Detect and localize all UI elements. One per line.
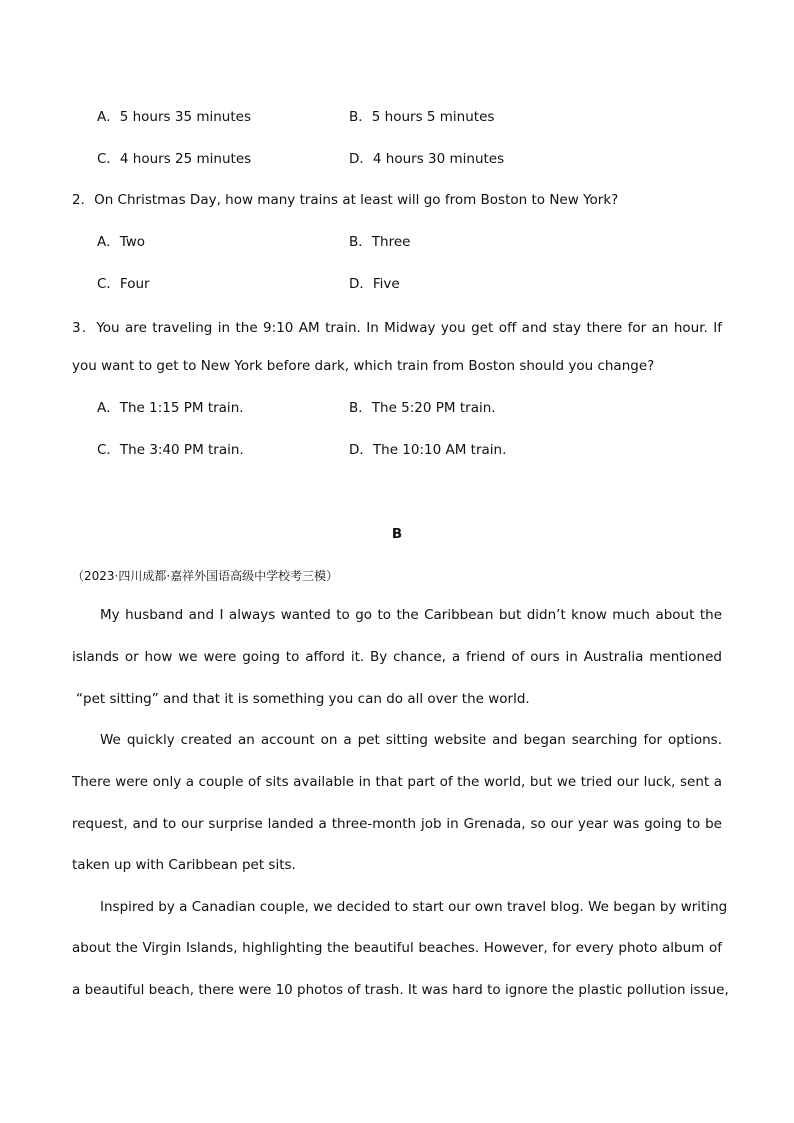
q1-option-b: B．5 hours 5 minutes bbox=[349, 109, 495, 125]
q2-option-b: B．Three bbox=[349, 234, 411, 250]
q3-option-c: C．The 3:40 PM train. bbox=[97, 442, 244, 458]
section-b-source: （2023·四川成都·嘉祥外国语高级中学校考三模） bbox=[72, 569, 339, 583]
q2-stem: 2．On Christmas Day, how many trains at least will go from Boston to New York? bbox=[72, 192, 619, 208]
passage-p2-line4: taken up with Caribbean pet sits. bbox=[72, 857, 296, 873]
passage-p2-line3: request, and to our surprise landed a three-month job in Grenada, so our year was going to be bbox=[72, 816, 722, 832]
passage-p3-line1: Inspired by a Canadian couple, we decided to start our own travel blog. We began by writing bbox=[100, 899, 728, 915]
q2-option-a: A．Two bbox=[97, 234, 146, 250]
passage-p3-line3: a beautiful beach, there were 10 photos of trash. It was hard to ignore the plastic pollution issue, bbox=[72, 982, 729, 998]
q1-option-a: A．5 hours 35 minutes bbox=[97, 109, 251, 125]
passage-p1-line2: islands or how we were going to afford it. By chance, a friend of ours in Australia mentioned bbox=[72, 649, 722, 665]
q1-option-c: C．4 hours 25 minutes bbox=[97, 151, 252, 167]
q2-option-d: D．Five bbox=[349, 276, 400, 292]
section-b-heading: B bbox=[391, 526, 403, 542]
passage-p2-line1: We quickly created an account on a pet sitting website and began searching for options. bbox=[100, 732, 722, 748]
q3-option-a: A．The 1:15 PM train. bbox=[97, 400, 244, 416]
q2-option-c: C．Four bbox=[97, 276, 150, 292]
q1-option-d: D．4 hours 30 minutes bbox=[349, 151, 505, 167]
passage-p1-line1: My husband and I always wanted to go to the Caribbean but didn’t know much about the bbox=[100, 607, 722, 623]
passage-p2-line2: There were only a couple of sits available in that part of the world, but we tried our luck, sent a bbox=[72, 774, 722, 790]
q3-option-b: B．The 5:20 PM train. bbox=[349, 400, 496, 416]
q3-stem-line2: you want to get to New York before dark, which train from Boston should you change? bbox=[72, 358, 655, 374]
passage-p3-line2: about the Virgin Islands, highlighting the beautiful beaches. However, for every photo album of bbox=[72, 940, 722, 956]
q3-stem-line1: 3．You are traveling in the 9:10 AM train. In Midway you get off and stay there for an hour. If bbox=[72, 320, 722, 336]
passage-p1-line3: “pet sitting” and that it is something you can do all over the world. bbox=[76, 691, 530, 707]
q3-option-d: D．The 10:10 AM train. bbox=[349, 442, 507, 458]
